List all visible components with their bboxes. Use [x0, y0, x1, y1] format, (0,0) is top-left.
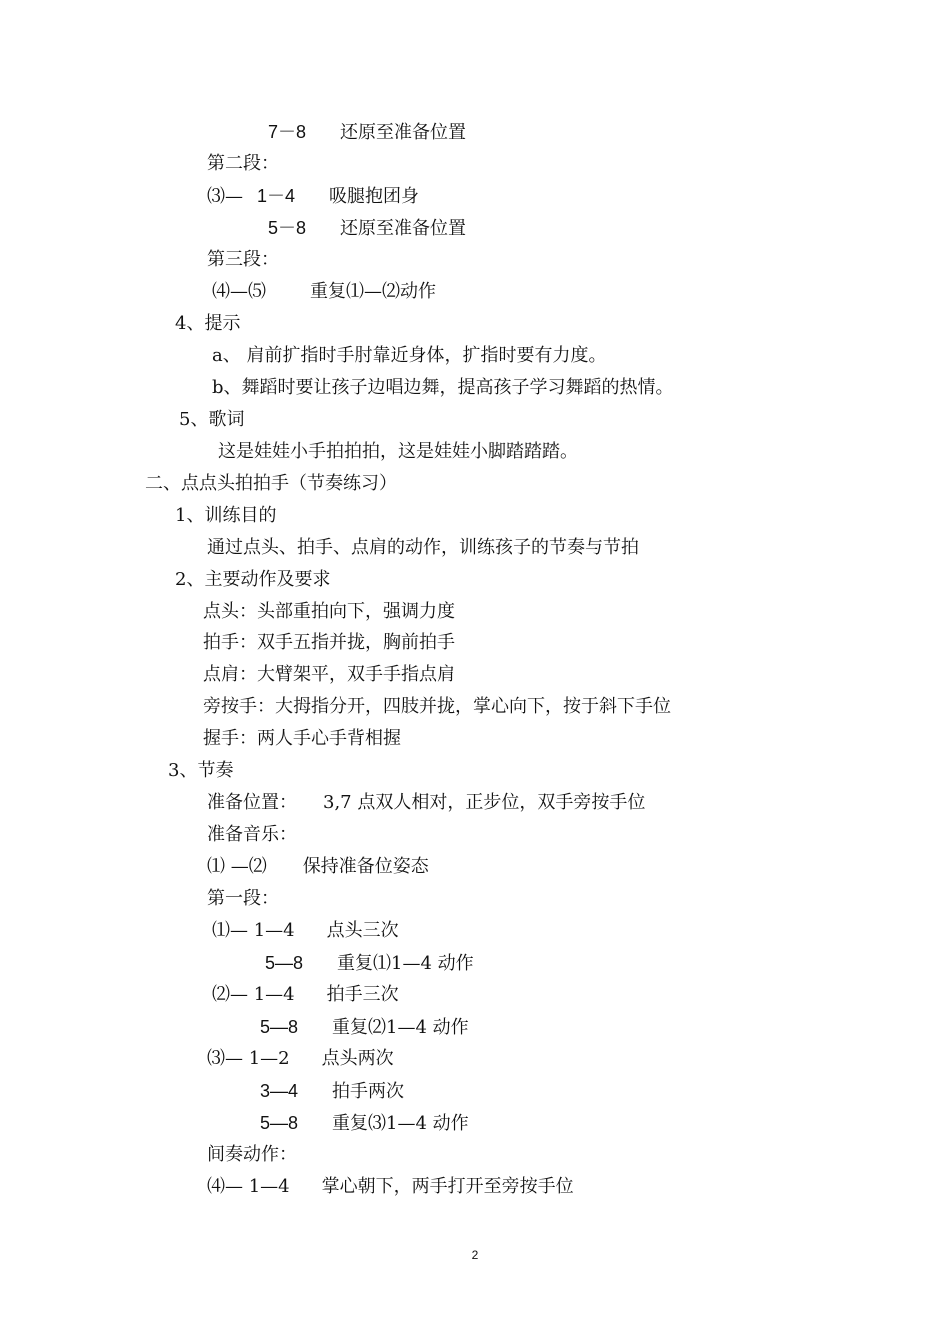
text-line: ⑶— 1－4 吸腿抱团身	[207, 186, 420, 207]
section-heading: 第一段：	[207, 888, 279, 909]
text-line: 点头：头部重拍向下，强调力度	[203, 601, 455, 622]
text-line: ⑷—⑸ 重复⑴—⑵动作	[212, 281, 436, 302]
text-line: 3—4 拍手两次	[260, 1081, 405, 1102]
text-line: 这是娃娃小手拍拍拍，这是娃娃小脚踏踏踏。	[218, 441, 578, 462]
text-line: b、舞蹈时要让孩子边唱边舞，提高孩子学习舞蹈的热情。	[212, 377, 674, 398]
text-line: 拍手：双手五指并拢，胸前拍手	[203, 632, 455, 653]
text-line: 旁按手：大拇指分开，四肢并拢，掌心向下，按于斜下手位	[203, 696, 671, 717]
text-line: 点肩：大臂架平，双手手指点肩	[203, 664, 455, 685]
subheading: 4、提示	[175, 313, 241, 334]
text-line: 准备位置： 3,7 点双人相对，正步位，双手旁按手位	[207, 792, 646, 813]
section-heading: 间奏动作：	[207, 1144, 297, 1165]
text-line: ⑷— 1—4 掌心朝下，两手打开至旁按手位	[207, 1176, 574, 1197]
subheading: 1、训练目的	[175, 505, 277, 526]
section-heading: 准备音乐：	[207, 824, 297, 845]
text-line: 通过点头、拍手、点肩的动作，训练孩子的节奏与节拍	[207, 537, 639, 558]
subheading: 3、节奏	[168, 760, 234, 781]
text-line: ⑴ —⑵ 保持准备位姿态	[207, 856, 429, 877]
text-line: 5—8 重复⑶1—4 动作	[260, 1113, 469, 1134]
text-line: 5－8 还原至准备位置	[268, 218, 467, 239]
text-line: ⑵— 1—4 拍手三次	[212, 984, 399, 1005]
subheading: 5、歌词	[179, 409, 245, 430]
text-line: 7－8 还原至准备位置	[268, 122, 467, 143]
subheading: 2、主要动作及要求	[175, 569, 331, 590]
page-number: 2	[471, 1248, 479, 1262]
text-line: 握手：两人手心手背相握	[203, 728, 401, 749]
text-line: ⑴— 1—4 点头三次	[212, 920, 399, 941]
section-heading: 第三段：	[207, 249, 279, 270]
heading: 二、点点头拍拍手（节奏练习）	[145, 473, 397, 494]
text-line: ⑶— 1—2 点头两次	[207, 1048, 394, 1069]
section-heading: 第二段：	[207, 153, 279, 174]
text-line: 5—8 重复⑴1—4 动作	[265, 953, 474, 974]
text-line: 5—8 重复⑵1—4 动作	[260, 1017, 469, 1038]
text-line: a、 肩前扩指时手肘靠近身体，扩指时要有力度。	[212, 345, 607, 366]
